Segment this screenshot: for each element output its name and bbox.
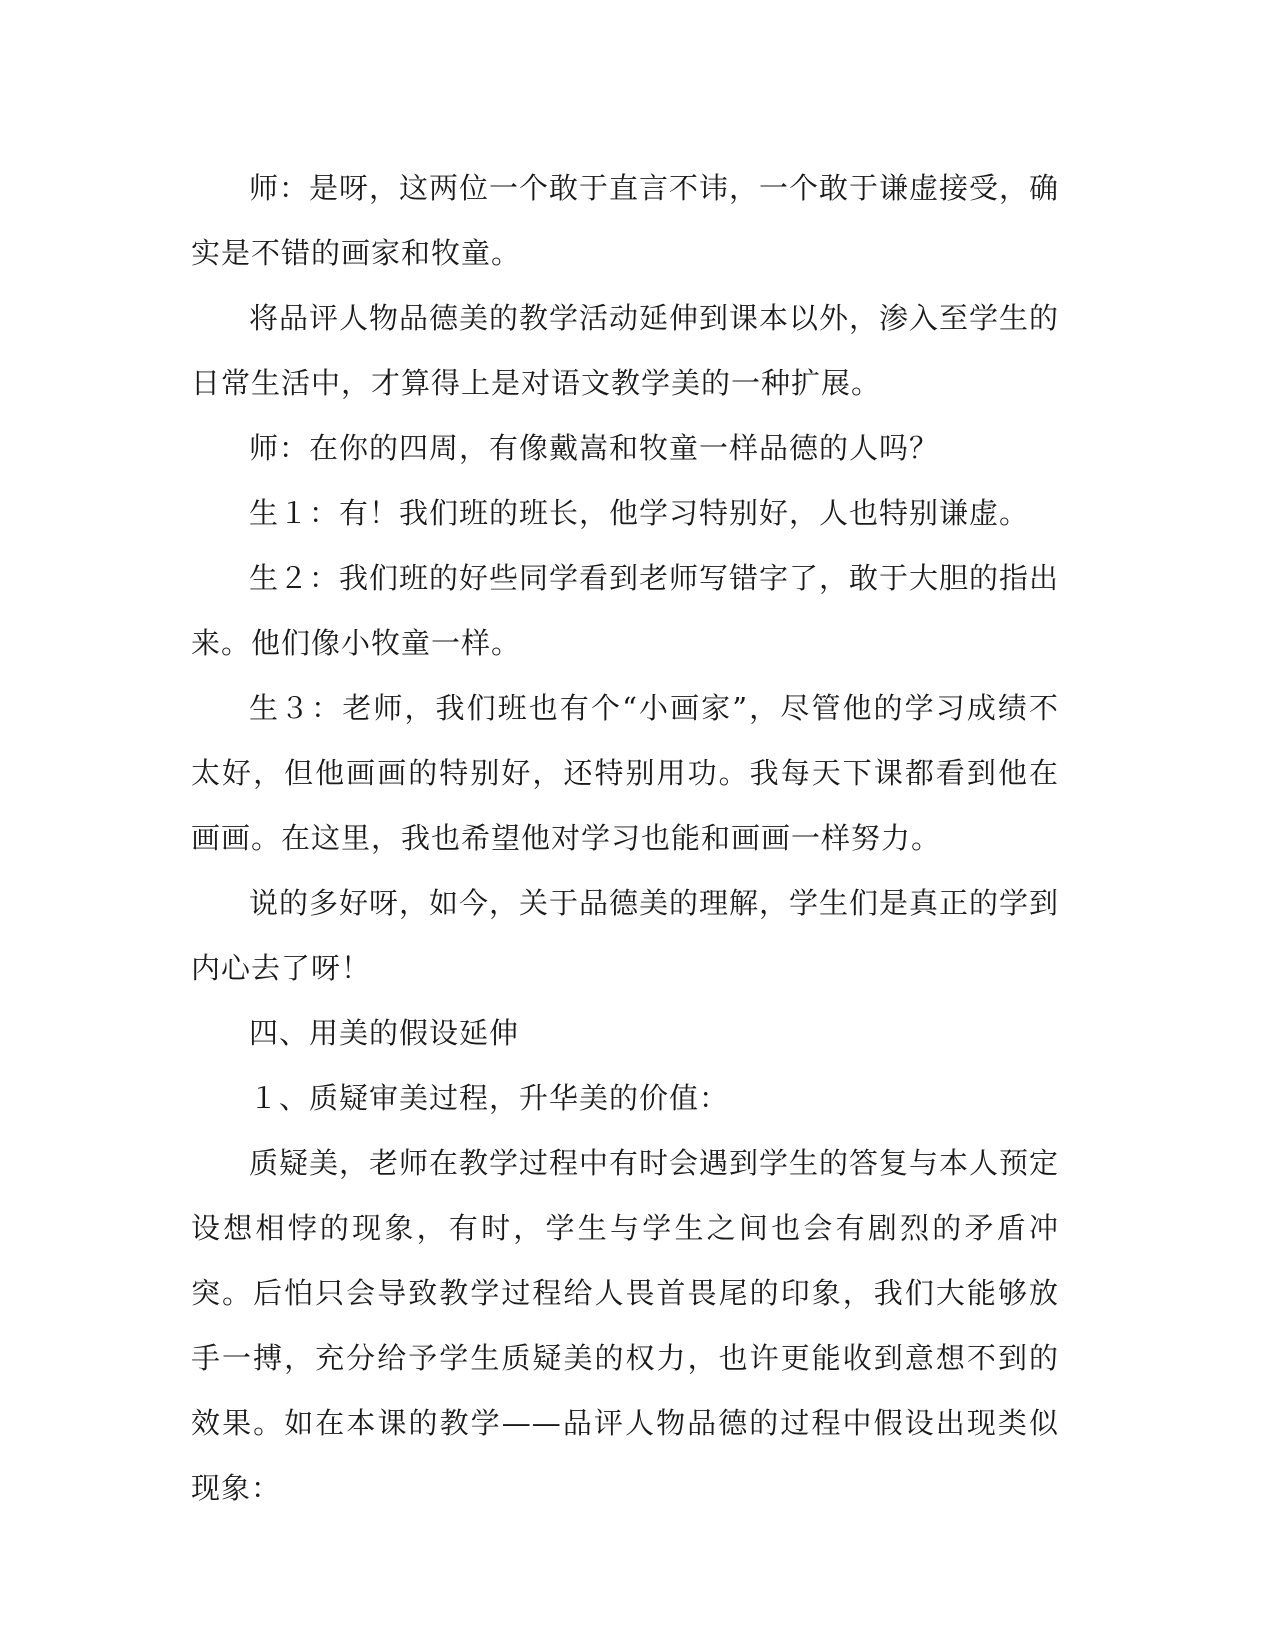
paragraph-student-3: 生３：老师，我们班也有个“小画家”，尽管他的学习成绩不太好，但他画画的特别好，还特别用功。我每天下课都看到他在画画。在这里，我也希望他对学习也能和画画一样努力。 bbox=[191, 691, 1059, 855]
paragraph-questioning-beauty: 质疑美，老师在教学过程中有时会遇到学生的答复与本人预定设想相悖的现象，有时，学生与学生之间也会有剧烈的矛盾冲突。后怕只会导致教学过程给人畏首畏尾的印象，我们大能够放手一搏，充分给予学生质疑美的权力，也许更能收到意想不到的效果。如在本课的教学——品评人物品德的过程中假设出现类似现象： bbox=[191, 1146, 1060, 1505]
paragraph-extension-note: 将品评人物品德美的教学活动延伸到课本以外，渗入至学生的日常生活中，才算得上是对语文教学美的一种扩展。 bbox=[191, 301, 1060, 400]
paragraph-summary: 说的多好呀，如今，关于品德美的理解，学生们是真正的学到内心去了呀！ bbox=[191, 886, 1060, 985]
paragraph-student-1: 生１：有！我们班的班长，他学习特别好，人也特别谦虚。 bbox=[249, 496, 1030, 530]
section-heading: 四、用美的假设延伸 bbox=[249, 1016, 520, 1050]
paragraph-student-2: 生２：我们班的好些同学看到老师写错字了，敢于大胆的指出来。他们像小牧童一样。 bbox=[191, 561, 1060, 660]
subsection-heading: １、质疑审美过程，升华美的价值： bbox=[249, 1081, 730, 1115]
document-body bbox=[191, 156, 1059, 1521]
paragraph-teacher-praise: 师：是呀，这两位一个敢于直言不讳，一个敢于谦虚接受，确实是不错的画家和牧童。 bbox=[191, 171, 1060, 270]
paragraph-teacher-question: 师：在你的四周，有像戴嵩和牧童一样品德的人吗？ bbox=[249, 431, 940, 465]
